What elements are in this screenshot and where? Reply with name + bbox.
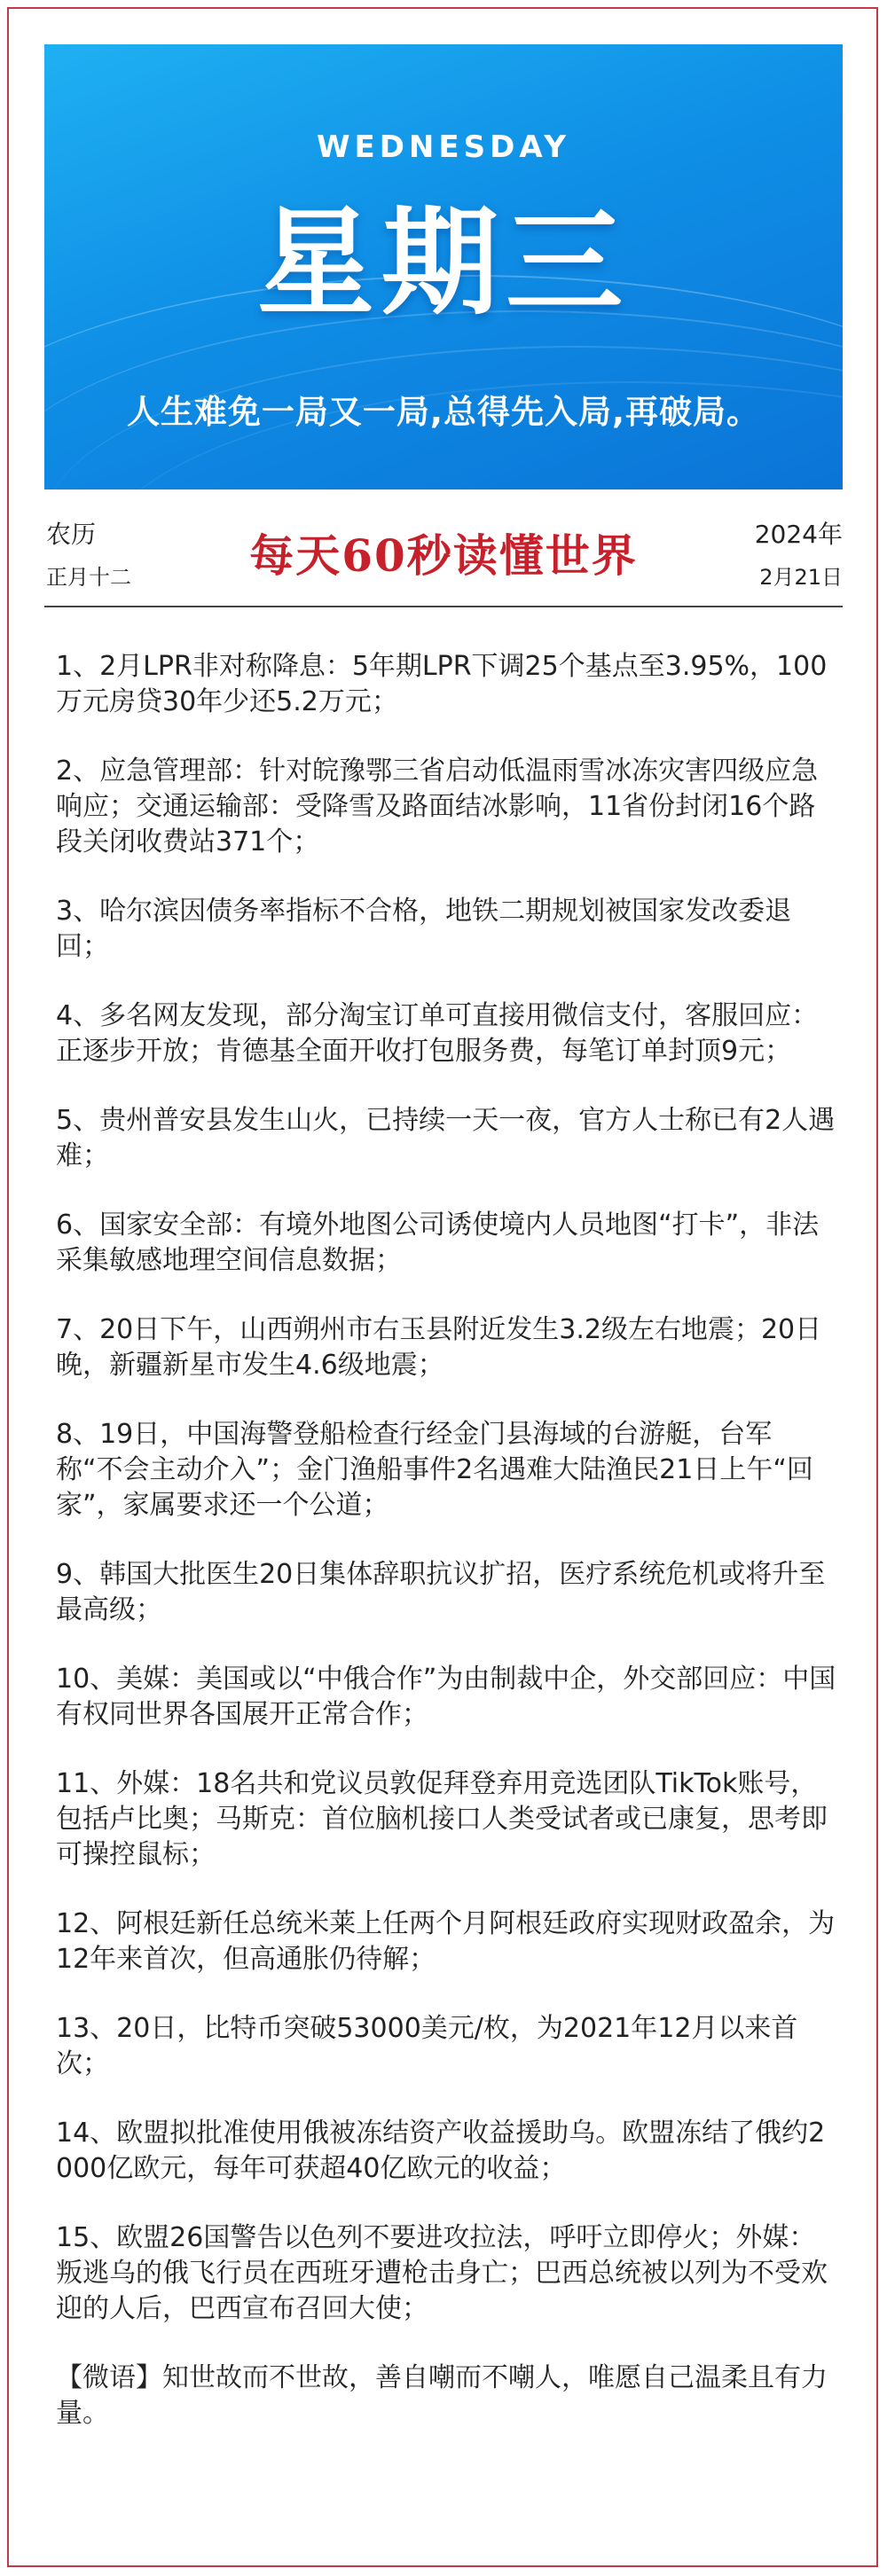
news-item: 3、哈尔滨因债务率指标不合格，地铁二期规划被国家发改委退回； (56, 896, 792, 962)
news-item: 8、19日，中国海警登船检查行经金门县海域的台游艇，台军称“不会主动介入”；金门渔船事件2名遇难大陆渔民21日上午“回家”，家属要求还一个公道； (56, 1419, 813, 1521)
news-item: 15、欧盟26国警告以色列不要进攻拉法，呼吁立即停火；外媒：叛逃乌的俄飞行员在西班牙遭枪击身亡；巴西总统被以列为不受欢迎的人后，巴西宣布召回大使； (56, 2222, 828, 2324)
weekday-chinese: 星期三 (257, 195, 630, 332)
news-item: 4、多名网友发现，部分淘宝订单可直接用微信支付，客服回应：正逐步开放；肯德基全面开收打包服务费，每笔订单封顶9元； (56, 1000, 819, 1067)
daily-quote: 【微语】知世故而不世故，善自嘲而不嘲人，唯愿自己温柔且有力量。 (56, 2362, 828, 2429)
banner-motto: 人生难免一局又一局,总得先入局,再破局。 (126, 393, 761, 431)
news-list (56, 649, 836, 2465)
weekday-banner (44, 44, 843, 489)
year: 2024年 (754, 520, 843, 549)
weekday-english: WEDNESDAY (316, 129, 571, 165)
news-item: 6、国家安全部：有境外地图公司诱使境内人员地图“打卡”，非法采集敏感地理空间信息数据； (56, 1210, 820, 1276)
news-item: 12、阿根廷新任总统米莱上任两个月阿根廷政府实现财政盈余，为12年来首次，但高通胀仍待解； (56, 1908, 836, 1975)
page-title: 每天60秒读懂世界 (249, 529, 638, 582)
lunar-date: 正月十二 (46, 565, 131, 590)
news-item: 1、2月LPR非对称降息：5年期LPR下调25个基点至3.95%，100万元房贷30年少还5.2万元； (56, 651, 828, 717)
news-item: 9、韩国大批医生20日集体辞职抗议扩招，医疗系统危机或将升至最高级； (56, 1559, 826, 1625)
news-item: 10、美媒：美国或以“中俄合作”为由制裁中企，外交部回应：中国有权同世界各国展开正常合作； (56, 1664, 836, 1730)
header-divider (44, 606, 843, 607)
news-item: 14、欧盟拟批准使用俄被冻结资产收益援助乌。欧盟冻结了俄约2000亿欧元，每年可获超40亿欧元的收益； (56, 2118, 826, 2184)
date-header (44, 510, 843, 599)
news-item: 2、应急管理部：针对皖豫鄂三省启动低温雨雪冰冻灾害四级应急响应；交通运输部：受降雪及路面结冰影响，11省份封闭16个路段关闭收费站371个； (56, 756, 819, 857)
lunar-label: 农历 (46, 520, 97, 549)
news-item: 5、贵州普安县发生山火，已持续一天一夜，官方人士称已有2人遇难； (56, 1105, 836, 1171)
news-item: 11、外媒：18名共和党议员敦促拜登弃用竞选团队TikTok账号，包括卢比奥；马斯克：首位脑机接口人类受试者或已康复，思考即可操控鼠标； (56, 1768, 828, 1870)
news-item: 13、20日，比特币突破53000美元/枚，为2021年12月以来首次； (56, 2013, 798, 2079)
month-day: 2月21日 (759, 565, 843, 590)
news-item: 7、20日下午，山西朔州市右玉县附近发生3.2级左右地震；20日晚，新疆新星市发生4.6级地震； (56, 1314, 822, 1381)
